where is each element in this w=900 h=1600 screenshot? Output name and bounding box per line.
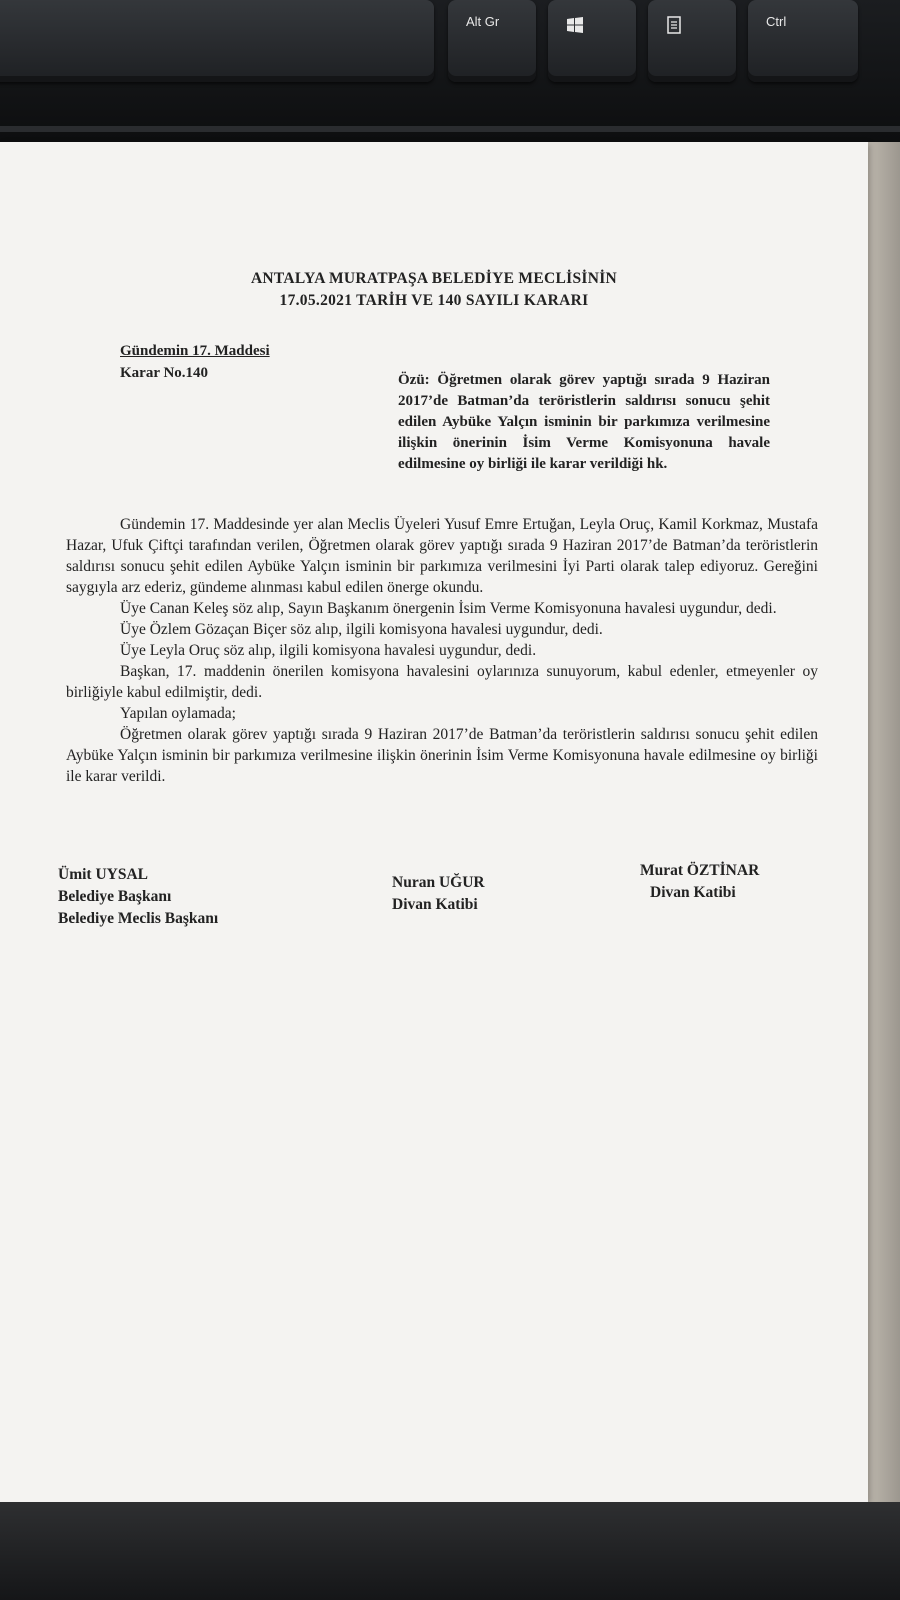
body-paragraph: Üye Canan Keleş söz alıp, Sayın Başkanım önergenin İsim Verme Komisyonuna havalesi uygundur, dedi.: [120, 600, 777, 617]
body-paragraph: Üye Leyla Oruç söz alıp, ilgili komisyona havalesi uygundur, dedi.: [120, 642, 537, 659]
keyboard-key-space: [0, 0, 434, 82]
signature-block-clerk-1: [392, 872, 485, 916]
menu-key-icon: [666, 16, 682, 37]
desk-shadow: [0, 1502, 900, 1600]
keyboard-frame: [0, 126, 900, 132]
body-paragraph: Üye Özlem Gözaçan Biçer söz alıp, ilgili komisyona havalesi uygundur, dedi.: [120, 621, 603, 638]
agenda-item: Gündemin 17. Maddesi: [120, 343, 270, 359]
signature-block-clerk-2: [640, 860, 759, 904]
title-line-2: 17.05.2021 TARİH VE 140 SAYILI KARARI: [279, 292, 589, 309]
body-paragraph: Öğretmen olarak görev yaptığı sırada 9 Haziran 2017’de Batman’da teröristlerin saldırısı sonucu şehit edilen Aybüke Yalçın isminin bir parkımıza verilmesine ilişkin önerinin İsim Verme Komisyonuna havale edilmesine oy birliği ile karar verildi.: [66, 726, 818, 785]
agenda-header: [120, 340, 270, 384]
altgr-label: Alt Gr: [466, 14, 500, 29]
keyboard: [0, 0, 900, 150]
body-paragraph: Yapılan oylamada;: [120, 705, 236, 722]
keyboard-key-windows: [548, 0, 636, 82]
body-paragraph: Gündemin 17. Maddesinde yer alan Meclis Üyeleri Yusuf Emre Ertuğan, Leyla Oruç, Kamil Korkmaz, Mustafa Hazar, Ufuk Çiftçi tarafından verilen, Öğretmen olarak görev yaptığı sırada 9 Haziran 2017’de Batman’da teröristlerin saldırısı sonucu şehit edilen Aybüke Yalçın isminin bir parkımıza verilmesini İyi Parti olarak talep ediyoruz. Gereğini saygıyla arz ederiz, gündeme alınması kabul edilen önerge okundu.: [66, 516, 818, 596]
signatory-title: Belediye Meclis Başkanı: [58, 910, 219, 927]
title-line-1: ANTALYA MURATPAŞA BELEDİYE MECLİSİNİN: [250, 270, 618, 287]
ctrl-label: Ctrl: [766, 14, 787, 29]
signatory-title: Divan Katibi: [650, 884, 736, 901]
keyboard-key-altgr: [448, 0, 536, 82]
keyboard-key-menu: [648, 0, 736, 82]
keyboard-key-ctrl: [748, 0, 858, 82]
signatory-name: Nuran UĞUR: [392, 874, 485, 891]
document-title: [0, 268, 868, 312]
decision-document: [0, 142, 868, 1502]
signatory-name: Murat ÖZTİNAR: [640, 862, 760, 879]
signature-block-mayor: [58, 864, 218, 930]
signatory-title: Belediye Başkanı: [58, 888, 172, 905]
signatory-title: Divan Katibi: [392, 896, 478, 913]
body-paragraph: Başkan, 17. maddenin önerilen komisyona havalesini oylarınıza sunuyorum, kabul edenler, etmeyenler oy birliğiyle kabul edilmiştir, dedi.: [66, 663, 818, 701]
document-body: [66, 514, 818, 787]
windows-logo-icon: [566, 16, 584, 37]
signatory-name: Ümit UYSAL: [58, 866, 148, 883]
decision-number: Karar No.140: [120, 365, 209, 381]
decision-summary: Özü: Öğretmen olarak görev yaptığı sırada 9 Haziran 2017’de Batman’da teröristlerin saldırısı sonucu şehit edilen Aybüke Yalçın isminin bir parkımıza verilmesine ilişkin önerinin İsim Verme Komisyonuna havale edilmesine oy birliği ile karar verildiği hk.: [398, 372, 770, 472]
desk-surface-right: [868, 142, 900, 1502]
paper-sheet: [0, 142, 868, 1502]
